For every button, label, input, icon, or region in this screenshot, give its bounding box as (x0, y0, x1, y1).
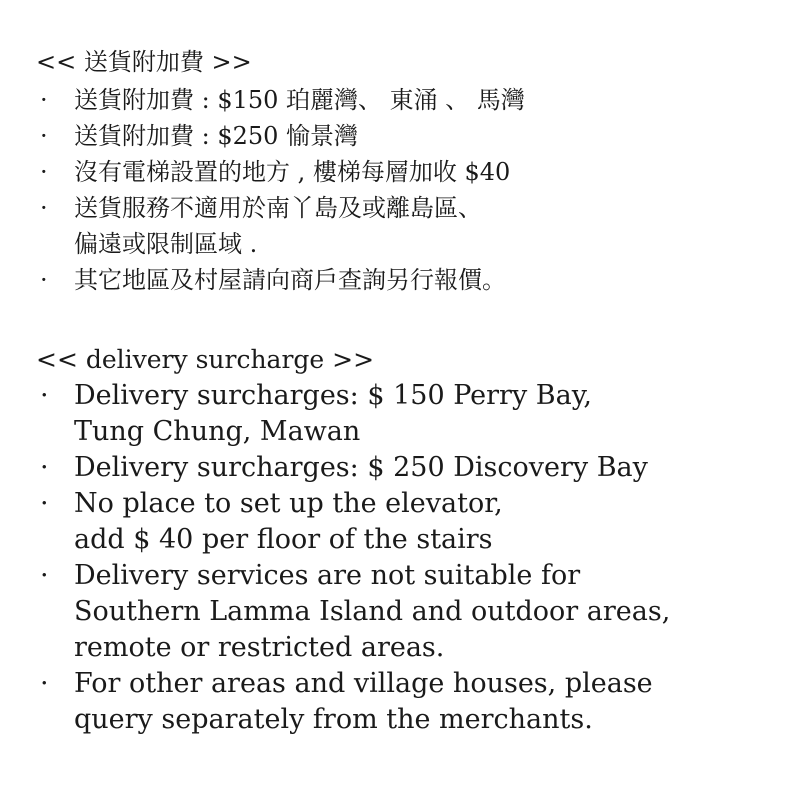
bullet-dot: · (40, 452, 49, 483)
item-text-continuation: 偏遠或限制區域 . (74, 230, 258, 258)
list-item (36, 450, 780, 486)
item-text-continuation: query separately from the merchants. (74, 704, 593, 735)
list-item (36, 190, 780, 262)
bullet-dot: · (40, 560, 49, 591)
english-surcharge-section (36, 342, 780, 738)
item-text-continuation: Southern Lamma Island and outdoor areas, (74, 596, 671, 627)
item-text: Delivery services are not suitable for (74, 560, 581, 591)
english-surcharge-list (36, 378, 780, 738)
bullet-dot: · (40, 668, 49, 699)
item-text: 送貨附加費 : $250 愉景灣 (74, 122, 359, 150)
item-text: 送貨附加費 : $150 珀麗灣、 東涌 、 馬灣 (74, 86, 525, 114)
bullet-dot: · (40, 122, 48, 150)
list-item (36, 262, 780, 298)
list-item (36, 82, 780, 118)
bullet-dot: · (40, 86, 48, 114)
list-item (36, 666, 780, 738)
item-text: Delivery surcharges: $ 150 Perry Bay, (74, 380, 592, 411)
english-heading: << delivery surcharge >> (36, 345, 375, 374)
list-item (36, 118, 780, 154)
chinese-surcharge-list (36, 82, 780, 298)
item-text-continuation: add $ 40 per floor of the stairs (74, 524, 493, 555)
list-item (36, 378, 780, 450)
item-text: For other areas and village houses, please (74, 668, 653, 699)
list-item (36, 486, 780, 558)
item-text: 送貨服務不適用於南丫島及或離島區、 (74, 194, 482, 222)
bullet-dot: · (40, 158, 48, 186)
item-text-continuation: Tung Chung, Mawan (74, 416, 361, 447)
list-item (36, 558, 780, 666)
item-text: 其它地區及村屋請向商戶查詢另行報價。 (74, 266, 506, 294)
chinese-surcharge-section (36, 44, 780, 298)
bullet-dot: · (40, 488, 49, 519)
item-text-continuation: remote or restricted areas. (74, 632, 445, 663)
bullet-dot: · (40, 266, 48, 294)
item-text: Delivery surcharges: $ 250 Discovery Bay (74, 452, 648, 483)
chinese-heading: << 送貨附加費 >> (36, 48, 252, 76)
item-text: 沒有電梯設置的地方 , 樓梯每層加收 $40 (74, 158, 511, 186)
bullet-dot: · (40, 380, 49, 411)
item-text: No place to set up the elevator, (74, 488, 503, 519)
bullet-dot: · (40, 194, 48, 222)
list-item (36, 154, 780, 190)
